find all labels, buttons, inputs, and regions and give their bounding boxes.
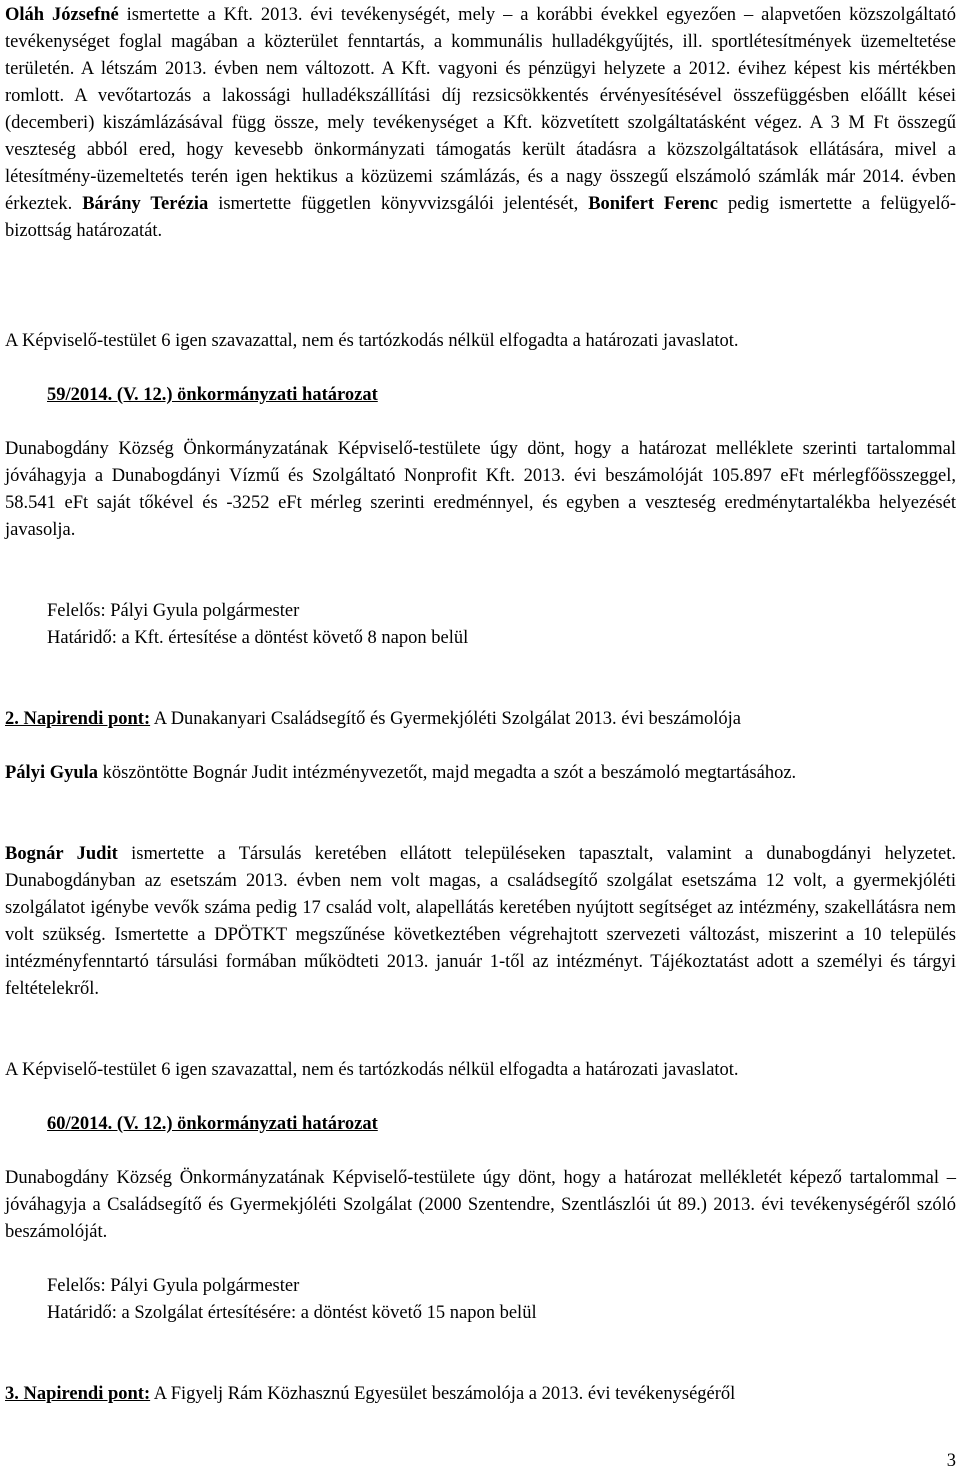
resolution-title: 60/2014. (V. 12.) önkormányzati határozat: [47, 1114, 378, 1134]
agenda-item-2: [5, 706, 956, 733]
agenda-label: 3. Napirendi pont:: [5, 1384, 151, 1404]
paragraph-text: köszöntötte Bognár Judit intézményvezetőt, majd megadta a szót a beszámoló megtartásához.: [98, 763, 797, 783]
resolution-deadline: Határidő: a Kft. értesítése a döntést követő 8 napon belül: [47, 628, 469, 648]
paragraph-text: ismertette a Társulás keretében ellátott településeken tapasztalt, valamint a dunabogdányi helyzetet. Dunabogdányban az esetszám 2013. évben nem volt magas, a családsegítő szolgálat esetszáma 12 volt, a gyermekjóléti szolgálatot igénybe vevők száma pedig 17 család volt, alapellátás keretében nyújtott segítséget az intézmény, szakellátásra nem volt szükség. Ismertette a DPÖTKT megszűnése következtében végrehajtott szervezeti változást, miszerint a 10 település intézményfenntartó társulási formában működteti 2013. január 1-től az intézményt. Tájékoztatást adott a személyi és tárgyi feltételekről.: [5, 844, 956, 999]
paragraph-text: ismertette a Kft. 2013. évi tevékenységét, mely – a korábbi évekkel egyezően – alapvetően közszolgáltató tevékenységet foglal magában a közterület fenntartás, a kommunális hulladékgyűjtés, ill. sportlétesítmények üzemeltetése területén. A létszám 2013. évben nem változott. A Kft. vagyoni és pénzügyi helyzete a 2012. évihez képest kis mértékben romlott. A vevőtartozás a lakossági hulladékszállítási díj rezsicsökkentés érvényesítésével összefüggésben előállt kései (decemberi) kiszámlázásával függ össze, mely tevékenységet a Kft. közvetített szolgáltatásként végez. A 3 M Ft összegű veszteség abból ered, hogy kevesebb önkormányzati támogatás került átadásra a közszolgáltatások ellátására, mivel a létesítmény-üzemeltetés terén igen hektikus a közüzemi számlázás, és a nagy összegű elszámoló számlák már 2014. évben érkeztek.: [5, 5, 956, 214]
report-paragraph-kft: [5, 2, 956, 245]
paragraph-text: pedig ismertette a felügyelő-bizottság határozatát.: [5, 194, 956, 241]
resolution-responsible: Felelős: Pályi Gyula polgármester: [47, 1276, 300, 1296]
resolution-body: Dunabogdány Község Önkormányzatának Képviselő-testülete úgy dönt, hogy a határozat melléklete szerinti tartalommal jóváhagyja a Dunabogdányi Vízmű és Szolgáltató Nonprofit Kft. 2013. évi beszámolóját 105.897 eFt mérlegfőösszeggel, 58.541 eFt saját tőkével és -3252 eFt mérleg szerinti eredménnyel, és egyben a veszteség eredménytartalékba helyezését javasolja.: [5, 439, 956, 540]
greeting-paragraph: [5, 760, 956, 787]
page-number: 3: [946, 1451, 956, 1471]
resolution-deadline: Határidő: a Szolgálat értesítésére: a döntést követő 15 napon belül: [47, 1303, 537, 1323]
vote-statement: A Képviselő-testület 6 igen szavazattal, nem és tartózkodás nélkül elfogadta a határozati javaslatot.: [5, 331, 739, 351]
speaker-name: Bonifert Ferenc: [588, 194, 719, 214]
speaker-name: Bárány Terézia: [82, 194, 209, 214]
agenda-item-3: [5, 1381, 956, 1408]
resolution-responsible: Felelős: Pályi Gyula polgármester: [47, 601, 300, 621]
speaker-name: Oláh Józsefné: [5, 5, 119, 25]
resolution-body: Dunabogdány Község Önkormányzatának Képviselő-testülete úgy dönt, hogy a határozat mellékletét képező tartalommal – jóváhagyja a Családsegítő és Gyermekjóléti Szolgálat (2000 Szentendre, Szentlászlói út 89.) 2013. évi tevékenységéről szóló beszámolóját.: [5, 1168, 956, 1242]
agenda-label: 2. Napirendi pont:: [5, 709, 151, 729]
speaker-name: Bognár Judit: [5, 844, 118, 864]
agenda-title: A Dunakanyari Családsegítő és Gyermekjóléti Szolgálat 2013. évi beszámolója: [150, 709, 741, 729]
report-paragraph-service: [5, 841, 956, 1003]
paragraph-text: ismertette független könyvvizsgálói jelentését,: [208, 194, 589, 214]
speaker-name: Pályi Gyula: [5, 763, 99, 783]
agenda-title: A Figyelj Rám Közhasznú Egyesület beszámolója a 2013. évi tevékenységéről: [150, 1384, 736, 1404]
resolution-title: 59/2014. (V. 12.) önkormányzati határozat: [47, 385, 378, 405]
vote-statement: A Képviselő-testület 6 igen szavazattal, nem és tartózkodás nélkül elfogadta a határozati javaslatot.: [5, 1060, 739, 1080]
